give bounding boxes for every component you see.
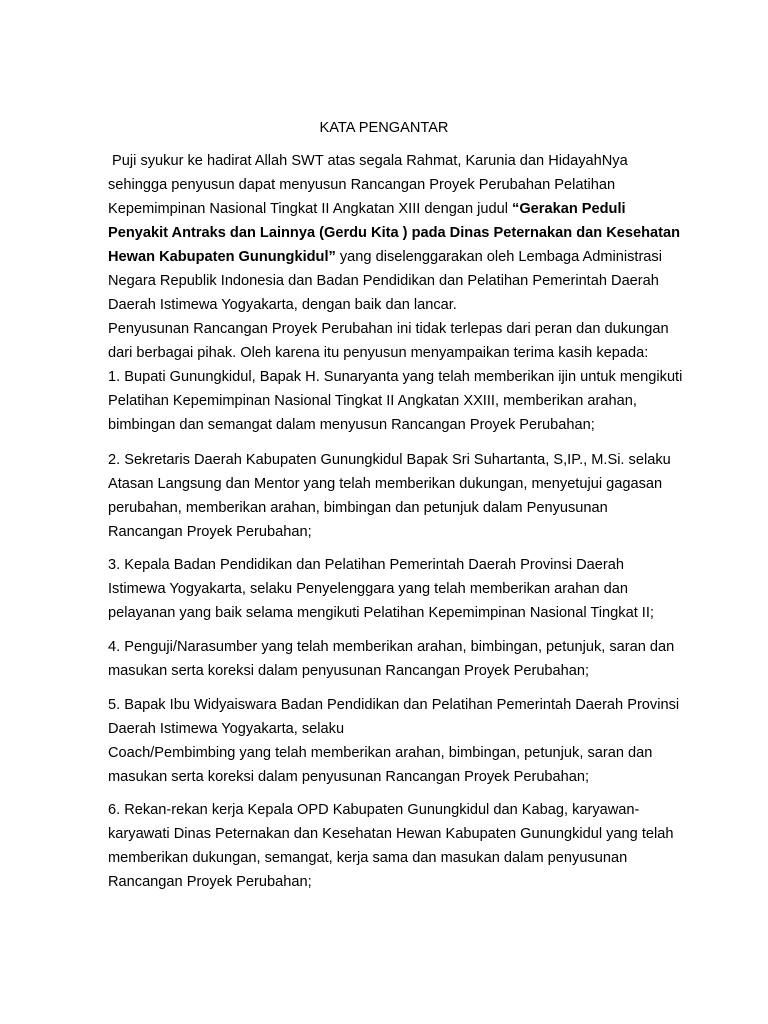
list-item-2	[108, 448, 698, 544]
list-line: Rancangan Proyek Perubahan;	[108, 524, 312, 540]
intro-line	[108, 221, 698, 245]
list-line: 3. Kepala Badan Pendidikan dan Pelatihan Pemerintah Daerah Provinsi Daerah	[108, 557, 624, 573]
list-line: Rancangan Proyek Perubahan;	[108, 874, 312, 890]
list-line: Atasan Langsung dan Mentor yang telah memberikan dukungan, menyetujui gagasan	[108, 476, 663, 492]
list-line: perubahan, memberikan arahan, bimbingan dan petunjuk dalam Penyusunan	[108, 500, 608, 516]
list-line: Pelatihan Kepemimpinan Nasional Tingkat II Angkatan XXIII, memberikan arahan,	[108, 393, 637, 409]
list-line: Istimewa Yogyakarta, selaku Penyelenggara yang telah memberikan arahan dan	[108, 581, 629, 597]
list-line: Coach/Pembimbing yang telah memberikan arahan, bimbingan, petunjuk, saran dan	[108, 745, 653, 761]
list-line: 2. Sekretaris Daerah Kabupaten Gunungkidul Bapak Sri Suhartanta, S,IP., M.Si. selaku	[108, 452, 671, 468]
list-line: karyawati Dinas Peternakan dan Kesehatan Hewan Kabupaten Gunungkidul yang telah	[108, 826, 674, 842]
list-line: 4. Penguji/Narasumber yang telah memberikan arahan, bimbingan, petunjuk, saran dan	[108, 639, 675, 655]
page-title: KATA PENGANTAR	[319, 120, 449, 136]
intro-line	[108, 197, 698, 221]
intro-line: Penyusunan Rancangan Proyek Perubahan ini tidak terlepas dari peran dan dukungan	[108, 321, 669, 337]
list-line: 6. Rekan-rekan kerja Kepala OPD Kabupaten Gunungkidul dan Kabag, karyawan-	[108, 802, 640, 818]
intro-line: Puji syukur ke hadirat Allah SWT atas segala Rahmat, Karunia dan HidayahNya	[108, 153, 628, 169]
intro-line: sehingga penyusun dapat menyusun Rancangan Proyek Perubahan Pelatihan	[108, 177, 616, 193]
list-item-5	[108, 693, 698, 789]
list-item-3	[108, 553, 698, 625]
intro-line: Negara Republik Indonesia dan Badan Pendidikan dan Pelatihan Pemerintah Daerah	[108, 273, 659, 289]
list-line: pelayanan yang baik selama mengikuti Pelatihan Kepemimpinan Nasional Tingkat II;	[108, 605, 654, 621]
intro-bold-text: Penyakit Antraks dan Lainnya (Gerdu Kita ) pada Dinas Peternakan dan Kesehatan	[108, 225, 681, 241]
intro-text: Kepemimpinan Nasional Tingkat II Angkatan XIII dengan judul	[108, 201, 513, 217]
intro-bold-text: Hewan Kabupaten Gunungkidul”	[108, 249, 336, 265]
intro-line: Daerah Istimewa Yogyakarta, dengan baik dan lancar.	[108, 297, 457, 313]
intro-text: yang diselenggarakan oleh Lembaga Administrasi	[335, 249, 662, 265]
list-item-4	[108, 635, 698, 683]
list-item-1	[108, 365, 698, 437]
list-line: bimbingan dan semangat dalam menyusun Rancangan Proyek Perubahan;	[108, 417, 595, 433]
intro-line	[108, 245, 698, 269]
list-line: Daerah Istimewa Yogyakarta, selaku	[108, 721, 345, 737]
intro-paragraph	[108, 149, 698, 365]
list-line: masukan serta koreksi dalam penyusunan Rancangan Proyek Perubahan;	[108, 769, 590, 785]
list-line: 1. Bupati Gunungkidul, Bapak H. Sunaryanta yang telah memberikan ijin untuk mengikuti	[108, 369, 683, 385]
list-line: masukan serta koreksi dalam penyusunan Rancangan Proyek Perubahan;	[108, 663, 590, 679]
list-line: 5. Bapak Ibu Widyaiswara Badan Pendidikan dan Pelatihan Pemerintah Daerah Provinsi	[108, 697, 680, 713]
intro-bold-text: “Gerakan Peduli	[512, 201, 626, 217]
list-line: memberikan dukungan, semangat, kerja sama dan masukan dalam penyusunan	[108, 850, 628, 866]
intro-line: dari berbagai pihak. Oleh karena itu penyusun menyampaikan terima kasih kepada:	[108, 345, 649, 361]
list-item-6	[108, 798, 698, 894]
